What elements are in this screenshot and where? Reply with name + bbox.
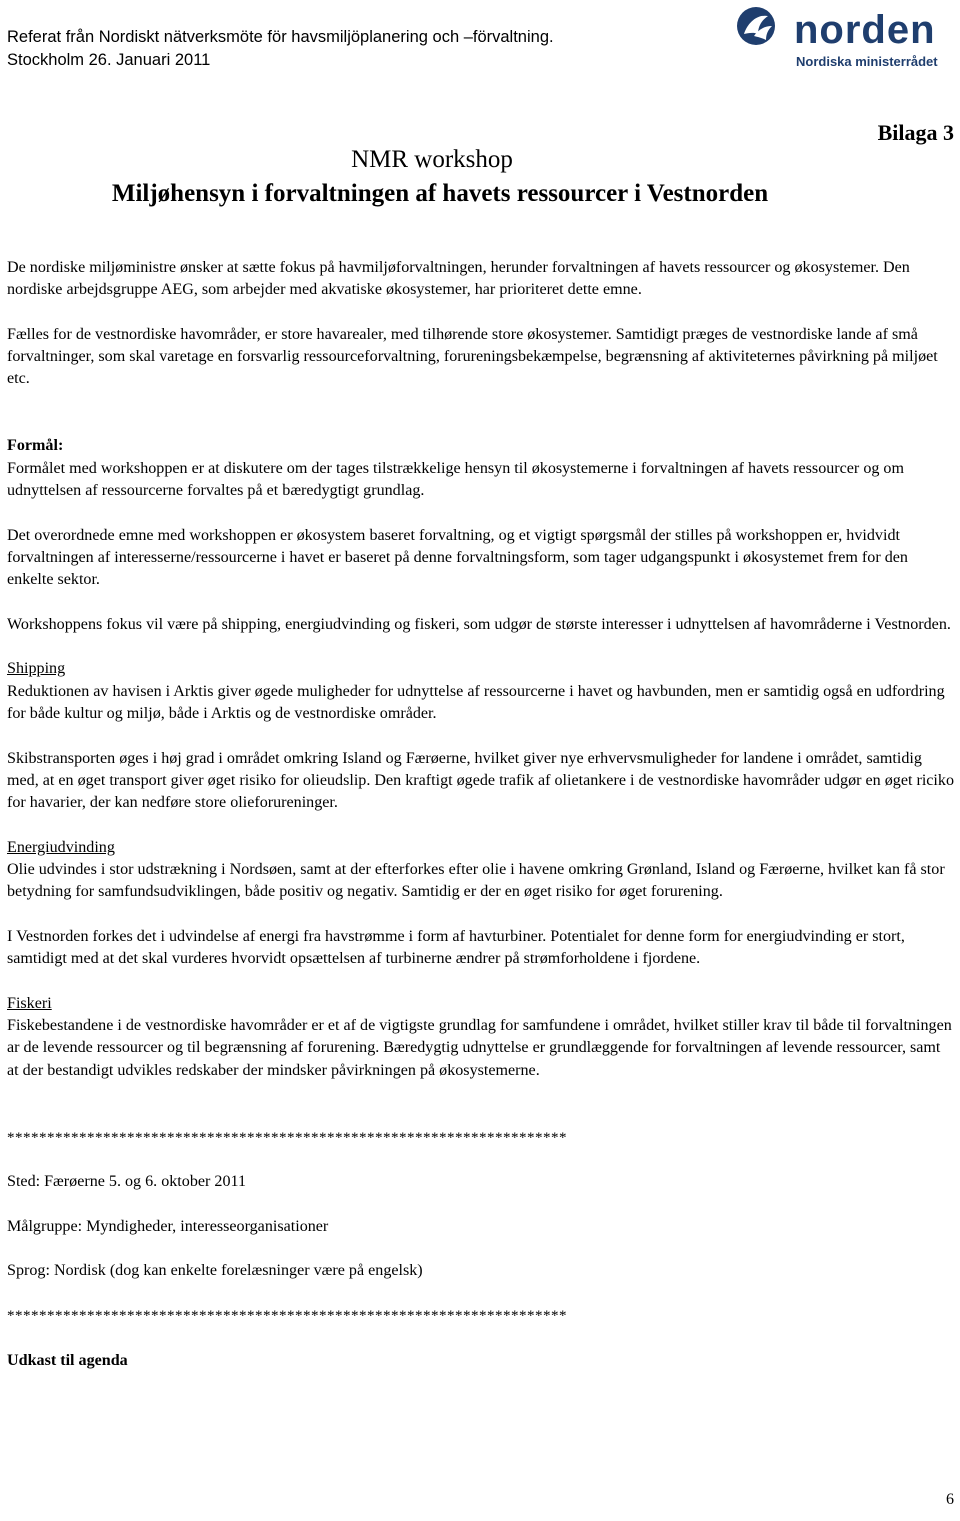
header-title-line2: Stockholm 26. Januari 2011: [7, 51, 211, 69]
swan-icon: [734, 4, 792, 62]
header-title: [7, 26, 554, 72]
title-line1-text: NMR workshop: [351, 146, 513, 173]
title-line2: [0, 180, 960, 208]
fiskeri-heading: Fiskeri: [7, 994, 52, 1012]
norden-logo: [734, 4, 956, 70]
formal-paragraph-1: Formålet med workshoppen er at diskutere om der tages tilstrækkelige hensyn til økosystemerne i forvaltningen af havets ressourcer og om udnyttelsen af ressourcerne forvaltes på et bæredygtigt grundlag.: [7, 459, 904, 499]
separator-bottom: **********************************************************************: [7, 1307, 567, 1324]
document-body: [7, 257, 955, 1372]
detail-sted: Sted: Færøerne 5. og 6. oktober 2011: [7, 1173, 246, 1191]
logo-subtext: Nordiska ministerrådet: [796, 54, 938, 69]
energi-paragraph-2: I Vestnorden forkes det i udvindelse af energi fra havstrømme i form af havturbiner. Potentialet for denne form for energiudvinding er stort, samtidigt med at det skal vurderes hvorvidt opsættelsen af turbinerne ændrer på strømforholdene i fjordene.: [7, 927, 905, 968]
page-number: 6: [946, 1491, 954, 1508]
fiskeri-paragraph-1: Fiskebestandene i de vestnordiske havområder er et af de vigtigste grundlag for samfundene i området, hvilket stiller krav til både til forvaltningen ar de levende ressourcer og til begrænsning af forurening. Bæredygtig udnyttelse er grundlæggende for forvaltningen af levende ressourcer, samt at der bestandigt udvikles redskaber der mindsker påvirkningen på økosystemerne.: [7, 1017, 952, 1079]
intro-paragraph-2: Fælles for de vestnordiske havområder, er store havarealer, med tilhørende store økosystemer. Samtidigt præges de vestnordiske lande af små forvaltninger, som skal varetage en forsvarlig ressourceforvaltning, forureningsbekæmpelse, begrænsning af aktiviteternes påvirkning på miljøet etc.: [7, 325, 938, 388]
energi-heading: Energiudvinding: [7, 838, 115, 856]
shipping-paragraph-2: Skibstransporten øges i høj grad i området omkring Island og Færøerne, hvilket giver nye erhvervsmuligheder for landene i området, samtidig med, at en øget transport giver øget risiko for olieudslip. Den kraftigt øgede trafik af olietankere i de vestnordiske havområder udgør en øget riciko for havarier, der kan nedføre store olieforureninger.: [7, 749, 954, 812]
separator-top: **********************************************************************: [7, 1129, 567, 1146]
header-title-line1: Referat från Nordiskt nätverksmöte för havsmiljöplanering och –förvaltning.: [7, 28, 554, 46]
shipping-paragraph-1: Reduktionen av havisen i Arktis giver øgede muligheder for udnyttelse af ressourcerne i havet og havbunden, men er samtidig også en udfordring for både kultur og miljø, både i Arktis og de vestnordiske områder.: [7, 682, 945, 722]
intro-paragraph-1: De nordiske miljøministre ønsker at sætte fokus på havmiljøforvaltningen, herunder forvaltningen af havets ressourcer og økosystemer. Den nordiske arbejdsgruppe AEG, som arbejder med akvatiske økosystemer, har prioriteret dette emne.: [7, 259, 910, 299]
logo-brand: norden: [794, 8, 936, 52]
energi-paragraph-1: Olie udvindes i stor udstrækning i Nordsøen, samt at der efterforkes efter olie i havene omkring Grønland, Island og Færøerne, hvilket kan få stor betydning for samfundsudviklingen, både positiv og negativ. Samtidig er der en øget risiko for øget forurening.: [7, 861, 945, 901]
agenda-heading: Udkast til agenda: [7, 1351, 128, 1369]
detail-sprog: Sprog: Nordisk (dog kan enkelte forelæsninger være på engelsk): [7, 1262, 423, 1280]
page-header: [0, 0, 960, 90]
detail-malgruppe: Målgruppe: Myndigheder, interesseorganisationer: [7, 1217, 329, 1235]
title-line1: [0, 146, 960, 174]
shipping-heading: Shipping: [7, 660, 66, 678]
title-line2-text: Miljøhensyn i forvaltningen af havets ressourcer i Vestnorden: [111, 180, 769, 207]
formal-paragraph-2: Det overordnede emne med workshoppen er økosystem baseret forvaltning, og et vigtigt spørgsmål der stilles på workshoppen er, hvidvidt forvaltningen af interesserne/ressourcerne i havet er baseret på denne forvaltningsform, som tager udgangspunkt i økosystemet frem for den enkelte sektor.: [7, 526, 908, 589]
formal-paragraph-3: Workshoppens fokus vil være på shipping, energiudvinding og fiskeri, som udgør de største interesser i udnyttelsen af havområderne i Vestnorden.: [7, 615, 951, 633]
formal-heading: Formål:: [7, 437, 64, 455]
bilaga-label: Bilaga 3: [877, 120, 954, 145]
